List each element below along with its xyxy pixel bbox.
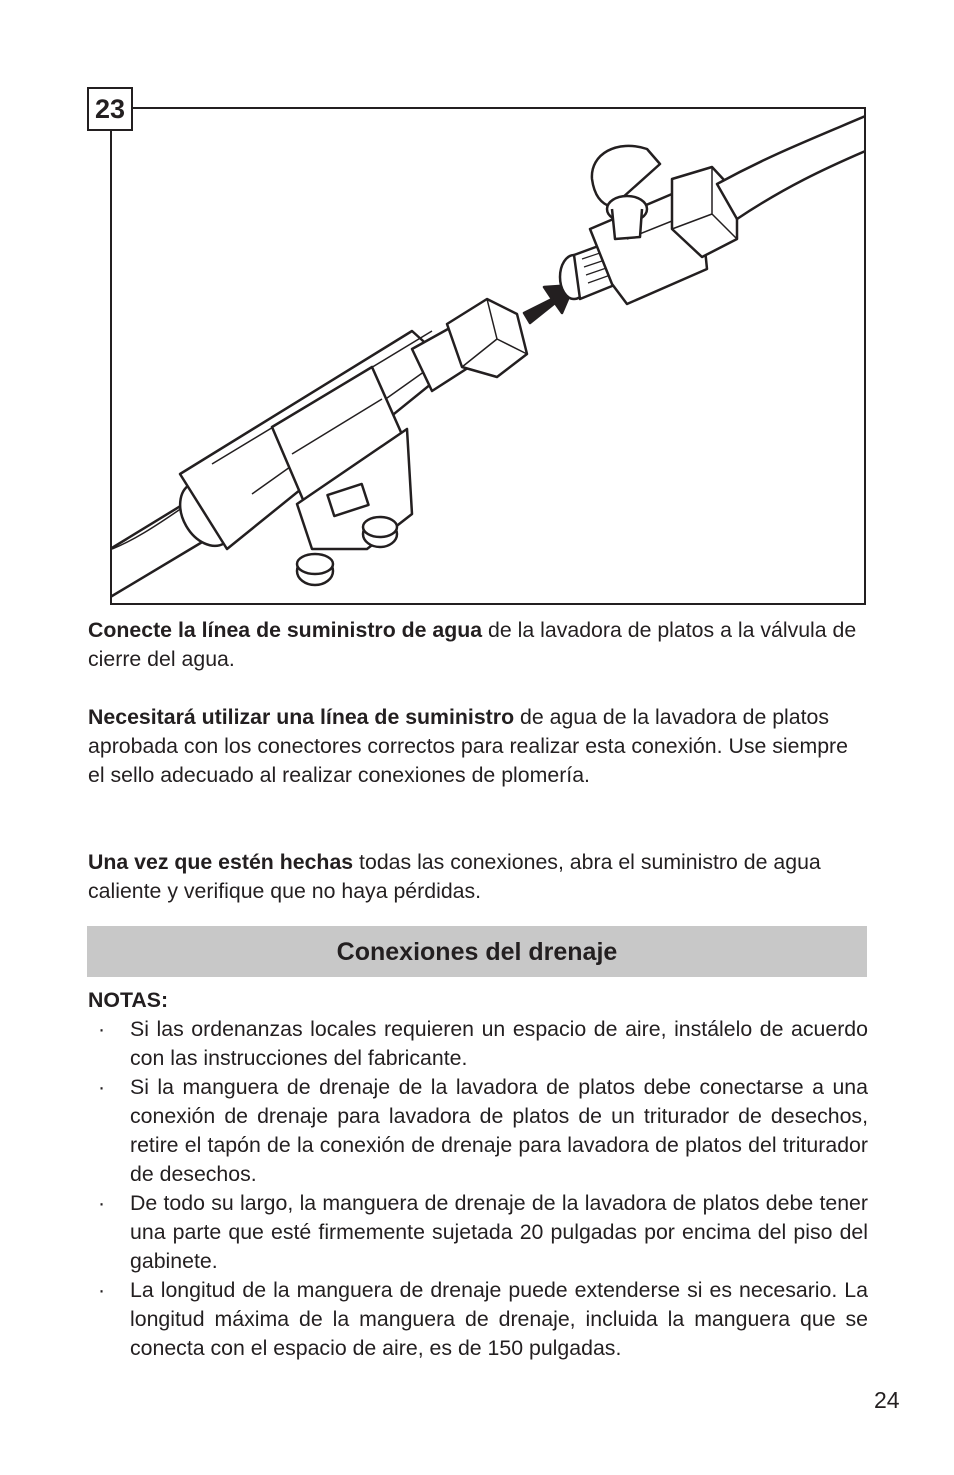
figure-number: 23	[87, 87, 133, 131]
paragraph-connect-supply-line	[88, 616, 868, 674]
paragraph-approved-supply-line	[88, 703, 868, 790]
paragraph-body: de agua de la lavadora de platos aprobada con los conectores correctos para realizar esta conexión. Use siempre el sello adecuado al realizar conexiones de plomería.	[88, 705, 848, 787]
note-item	[88, 1189, 868, 1276]
note-text: De todo su largo, la manguera de drenaje de la lavadora de platos debe tener una parte que esté firmemente sujetada 20 pulgadas por encima del piso del gabinete.	[130, 1191, 868, 1273]
bullet-dot: ·	[98, 1075, 106, 1099]
paragraph-lead: Necesitará utilizar una línea de suministro	[88, 705, 515, 729]
paragraph-body: de la lavadora de platos a la válvula de cierre del agua.	[88, 618, 857, 671]
figure-23-illustration	[110, 107, 866, 605]
note-text: Si las ordenanzas locales requieren un espacio de aire, instálelo de acuerdo con las instrucciones del fabricante.	[130, 1017, 868, 1070]
section-heading-drain-connections: Conexiones del drenaje	[87, 926, 867, 977]
bullet-dot: ·	[98, 1191, 106, 1215]
page-number: 24	[874, 1387, 900, 1413]
paragraph-lead: Conecte la línea de suministro de agua	[88, 618, 483, 642]
paragraph-check-leaks	[88, 848, 868, 906]
note-text: Si la manguera de drenaje de la lavadora de platos debe conectarse a una conexión de drenaje para lavadora de platos de un triturador de desechos, retire el tapón de la conexión de drenaje para lavadora de platos del triturador de desechos.	[130, 1075, 868, 1186]
paragraph-lead: Una vez que estén hechas	[88, 850, 354, 874]
notes-list	[88, 1015, 868, 1363]
note-item	[88, 1276, 868, 1363]
paragraph-body: todas las conexiones, abra el suministro de agua caliente y verifique que no haya pérdidas.	[88, 850, 821, 903]
bullet-dot: ·	[98, 1278, 106, 1302]
note-item	[88, 1073, 868, 1189]
notes-title: NOTAS:	[88, 988, 169, 1012]
bullet-dot: ·	[98, 1017, 106, 1041]
note-item	[88, 1015, 868, 1073]
outlet-hose	[717, 109, 866, 219]
note-text: La longitud de la manguera de drenaje puede extenderse si es necesario. La longitud máxima de la manguera de drenaje, incluida la manguera que se conecta con el espacio de aire, es de 150 pulgadas.	[130, 1278, 868, 1360]
valve-connection-drawing	[112, 109, 866, 605]
